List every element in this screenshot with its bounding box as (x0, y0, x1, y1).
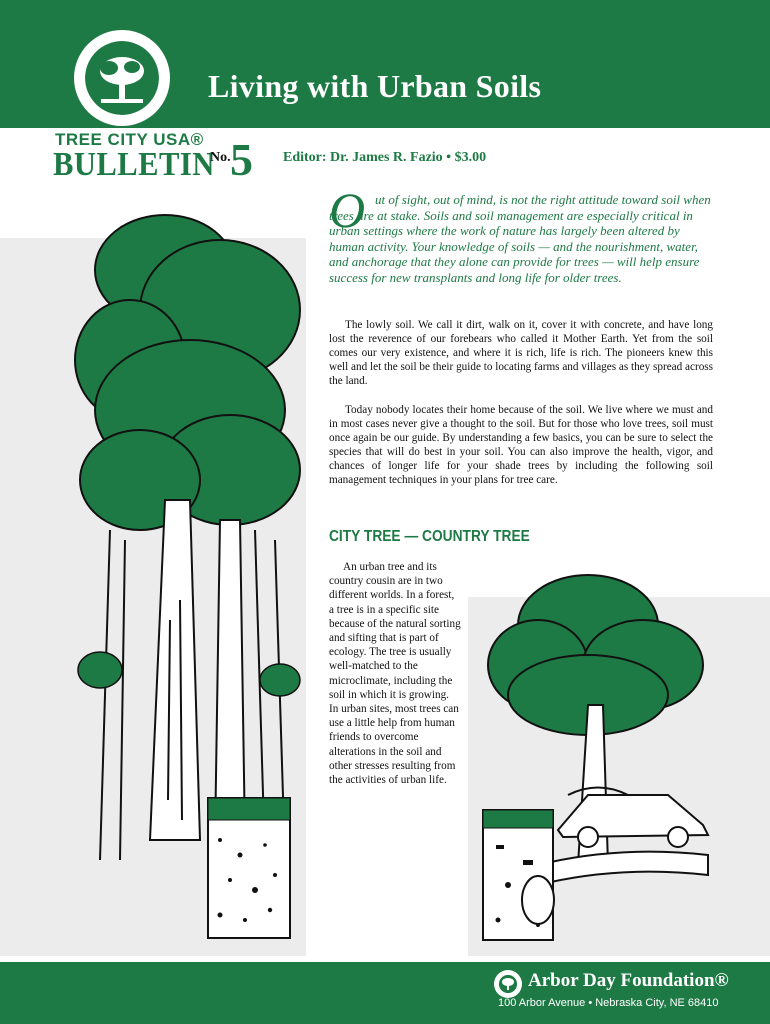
bulletin-title: Living with Urban Soils (208, 68, 542, 104)
intro-paragraph: ut of sight, out of mind, is not the right attitude toward soil when trees are at stake. Soils and soil management are especially critical in urban settings where the work of nature has largely been altered by human activity. Your knowledge of soils — and the nourishment, water, and anchorage that they alone can provide for trees — will help ensure success for new transplants and long life for older trees. (329, 192, 711, 285)
issue-number: 5 (230, 134, 253, 185)
forest-tree-illustration (70, 200, 310, 940)
section-paragraph-b: In urban sites, most trees can use a little help from human friends to overcome alterations in the soil and other stresses resulting from the activities of urban life. (329, 703, 459, 787)
editor-line: Editor: Dr. James R. Fazio • $3.00 (283, 150, 487, 165)
brand-tree-city-usa: TREE CITY USA® (55, 130, 204, 149)
foundation-address: 100 Arbor Avenue • Nebraska City, NE 68410 (498, 997, 719, 1009)
section-column (329, 560, 461, 787)
body-paragraph-1: The lowly soil. We call it dirt, walk on it, cover it with concrete, and have long lost the reverence of our forebears who called it Mother Earth. Yet from the soil comes our very existence, and where it is rich, life is rich. The pioneers knew this well and let the soil be their guide to locating farms and villages as they spread across the land. (329, 319, 713, 388)
body-paragraph-2: Today nobody locates their home because of the soil. We live where we must and in most cases never give a thought to the soil. But for those who love trees, soil must once again be our guide. By understanding a few basics, you can be sure to select the species that will do best in your soil. You can also improve the health, vigor, and chances of longer life for your shade trees by including the following soil management techniques in your plans for tree care. (329, 404, 713, 487)
tree-logo-icon (85, 41, 159, 115)
foundation-name: Arbor Day Foundation® (528, 970, 729, 991)
section-heading: CITY TREE — COUNTRY TREE (329, 528, 530, 545)
brand-bulletin: BULLETIN (53, 146, 215, 183)
arbor-day-inner-icon (499, 975, 517, 993)
intro-dropcap: O (329, 182, 366, 238)
city-tree-illustration (478, 565, 718, 945)
section-paragraph-a: An urban tree and its country cousin are in two different worlds. In a forest, a tree is in a specific site because of the natural sorting and sifting that is part of ecology. The tree is usually well-matched to the microclimate, including the soil in which it is growing. (329, 561, 461, 701)
issue-label: No. (210, 150, 231, 165)
